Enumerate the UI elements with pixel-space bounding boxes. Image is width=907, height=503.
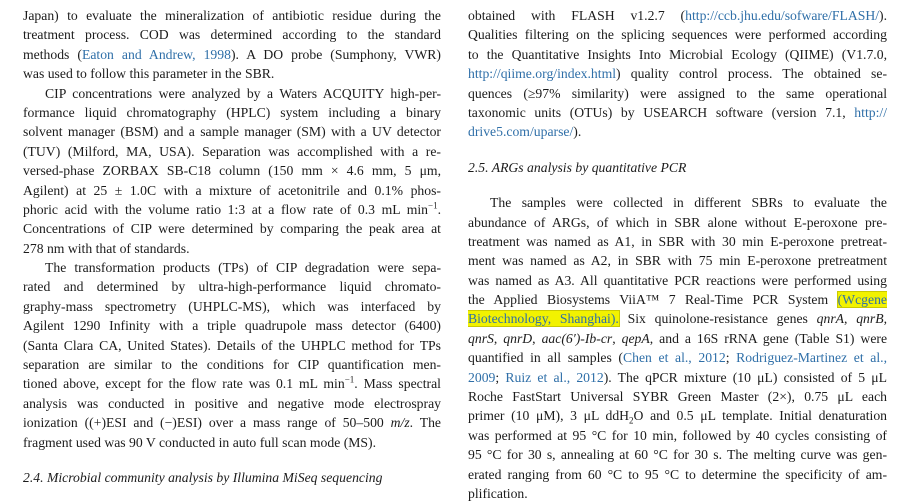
text-line: The transformation products (TPs) of CIP degradation were sepa- — [45, 260, 441, 276]
url-link-uparse[interactable]: http:// — [854, 104, 887, 120]
text-line: erated ranging from 60 °C to 95 °C to determine the specificity of am- — [468, 466, 887, 482]
text-line: Japan) to evaluate the mineralization of antibiotic residue during the — [23, 8, 441, 23]
highlighted-link-wcgene[interactable]: (Wcgene — [837, 292, 887, 308]
text-line: versed-phase ZORBAX SB-C18 column (150 mm × 4.6 mm, 5 μm, — [23, 163, 441, 179]
text-line: fragment used was 90 V conducted in auto full scan mode (MS). — [23, 434, 377, 450]
citation-link-rodriguez-year[interactable]: 2009 — [468, 369, 496, 385]
text-line: quantified in all samples (Chen et al., 2012; Rodriguez-Martinez et al., — [468, 350, 887, 366]
citation-link-rodriguez[interactable]: Rodriguez-Martinez et al., — [736, 350, 887, 366]
section-heading-2-4: 2.4. Microbial community analysis by Illumina MiSeq sequencing — [23, 469, 383, 485]
text-line: to the Quantitative Insights Into Microbial Ecology (QIIME) (V1.7.0, — [468, 46, 887, 62]
text-line: Agilent) at 25 ± 1.0C with a mixture of acetonitrile and 0.1% phos- — [23, 182, 441, 198]
paragraph-cod-do — [23, 6, 441, 84]
text-line: The samples were collected in different SBRs to evaluate the — [490, 195, 887, 211]
text-line: 2009; Ruiz et al., 2012). The qPCR mixture (10 μL) consisted of 5 μL — [468, 369, 887, 385]
text-line: Qualities filtering on the splicing sequences were performed according — [468, 27, 887, 43]
text-line: Roche FastStart Universal SYBR Green Master (2×), 0.75 μL each — [468, 389, 887, 405]
url-link-flash[interactable]: http://ccb.jhu.edu/sofware/FLASH/ — [685, 8, 880, 23]
text-line: plification. — [468, 485, 528, 501]
text-line: solvent manager (BSM) and a sample manager (SM) with a UV detector — [23, 124, 441, 140]
text-line: graphy-mass spectrometry (UHPLC-MS), which was interfaced by — [23, 298, 441, 314]
paragraph-cip-hplc — [23, 84, 441, 259]
text-line: formance liquid chromatography (HPLC) system including a binary — [23, 104, 441, 120]
text-line: ment was named as A2, in SBR with 75 min E-peroxone pretreatment — [468, 253, 887, 269]
text-line: was named as A3. All quantitative PCR reactions were performed using — [468, 272, 887, 288]
left-column — [23, 6, 441, 487]
text-line: taxonomic units (OTUs) by USEARCH software (version 7.1, http:// — [468, 104, 887, 120]
text-line: methods (Eaton and Andrew, 1998). A DO probe (Sumphony, VWR) — [23, 46, 441, 62]
text-line: was used to follow this parameter in the SBR. — [23, 66, 275, 82]
text-line: Concentrations of CIP were determined by comparing the peak area at — [23, 221, 441, 237]
paragraph-flash-qiime — [468, 6, 887, 142]
section-heading-2-5: 2.5. ARGs analysis by quantitative PCR — [468, 159, 687, 175]
highlighted-link-wcgene-cont[interactable]: Biotechnology, Shanghai). — [468, 311, 619, 327]
text-line: 278 nm with that of standards. — [23, 240, 190, 256]
text-line: (Santa Clara CA, United States). Details of the UHPLC method for TPs — [23, 337, 441, 353]
text-line: CIP concentrations were analyzed by a Waters ACQUITY high-per- — [45, 85, 441, 101]
paragraph-uhplc-ms — [23, 258, 441, 452]
text-line: separation are similar to the conditions for CIP quantification men- — [23, 357, 441, 373]
paragraph-args-qpcr — [468, 193, 887, 503]
text-line: treatment was named as A1, in SBR with 30 min E-peroxone pretreat- — [468, 233, 887, 249]
text-line: Agilent 1290 Infinity with a triple quadrupole mass detector (6400) — [23, 318, 441, 334]
text-line: obtained with FLASH v1.2.7 (http://ccb.jhu.edu/sofware/FLASH/). — [468, 8, 887, 23]
url-link-uparse-cont[interactable]: drive5.com/uparse/ — [468, 124, 574, 140]
text-line: 95 °C for 30 s, annealing at 60 °C for 30 s. The melting curve was gen- — [468, 447, 887, 463]
citation-link-chen[interactable]: Chen et al., 2012 — [622, 350, 726, 366]
text-line: (TUV) (Milford, MA, USA). Separation was accomplished with a re- — [23, 143, 441, 159]
right-column — [468, 6, 887, 503]
citation-link-eaton-andrew[interactable]: Eaton and Andrew, 1998 — [81, 46, 231, 62]
text-line: analysis was conducted in positive and negative mode electrospray — [23, 395, 441, 411]
text-line: qnrS, qnrD, aac(6′)-Ib-cr, qepA, and a 16S rRNA gene (Table S1) were — [468, 330, 887, 346]
text-line: quences (≥97% similarity) were assigned to the same operational — [468, 85, 887, 101]
text-line: phoric acid with the volume ratio 1:3 at a flow rate of 0.3 mL $\min^{-1}$. — [23, 200, 441, 217]
text-line: the Applied Biosystems ViiA™ 7 Real-Time PCR System (Wcgene — [468, 292, 887, 308]
text-line: primer (10 μM), 3 μL ddH$_2$O and 0.5 μL template. Initial denaturation — [468, 408, 887, 426]
text-line: http://qiime.org/index.html) quality control process. The obtained se- — [468, 66, 887, 82]
text-line: treatment process. COD was determined according to the standard — [23, 27, 441, 43]
text-line: tioned above, except for the flow rate was 0.1 mL $\min^{-1}$. Mass spectral — [23, 374, 441, 392]
url-link-qiime[interactable]: http://qiime.org/index.html — [468, 66, 617, 82]
text-line: rated and determined by ultra-high-performance liquid chromato- — [23, 279, 441, 295]
text-line: drive5.com/uparse/). — [468, 124, 582, 140]
text-line: was performed at 95 °C for 10 min, followed by 40 cycles consisting of — [468, 427, 887, 443]
text-line: abundance of ARGs, of which in SBR alone without E-peroxone pre- — [468, 214, 887, 230]
text-line: ionization ((+)ESI and (−)ESI) over a mass range of 50–500 m/z. The — [23, 415, 441, 431]
citation-link-ruiz[interactable]: Ruiz et al., 2012 — [505, 369, 604, 385]
text-line: Biotechnology, Shanghai). Six quinolone-resistance genes qnrA, qnrB, — [468, 311, 887, 327]
